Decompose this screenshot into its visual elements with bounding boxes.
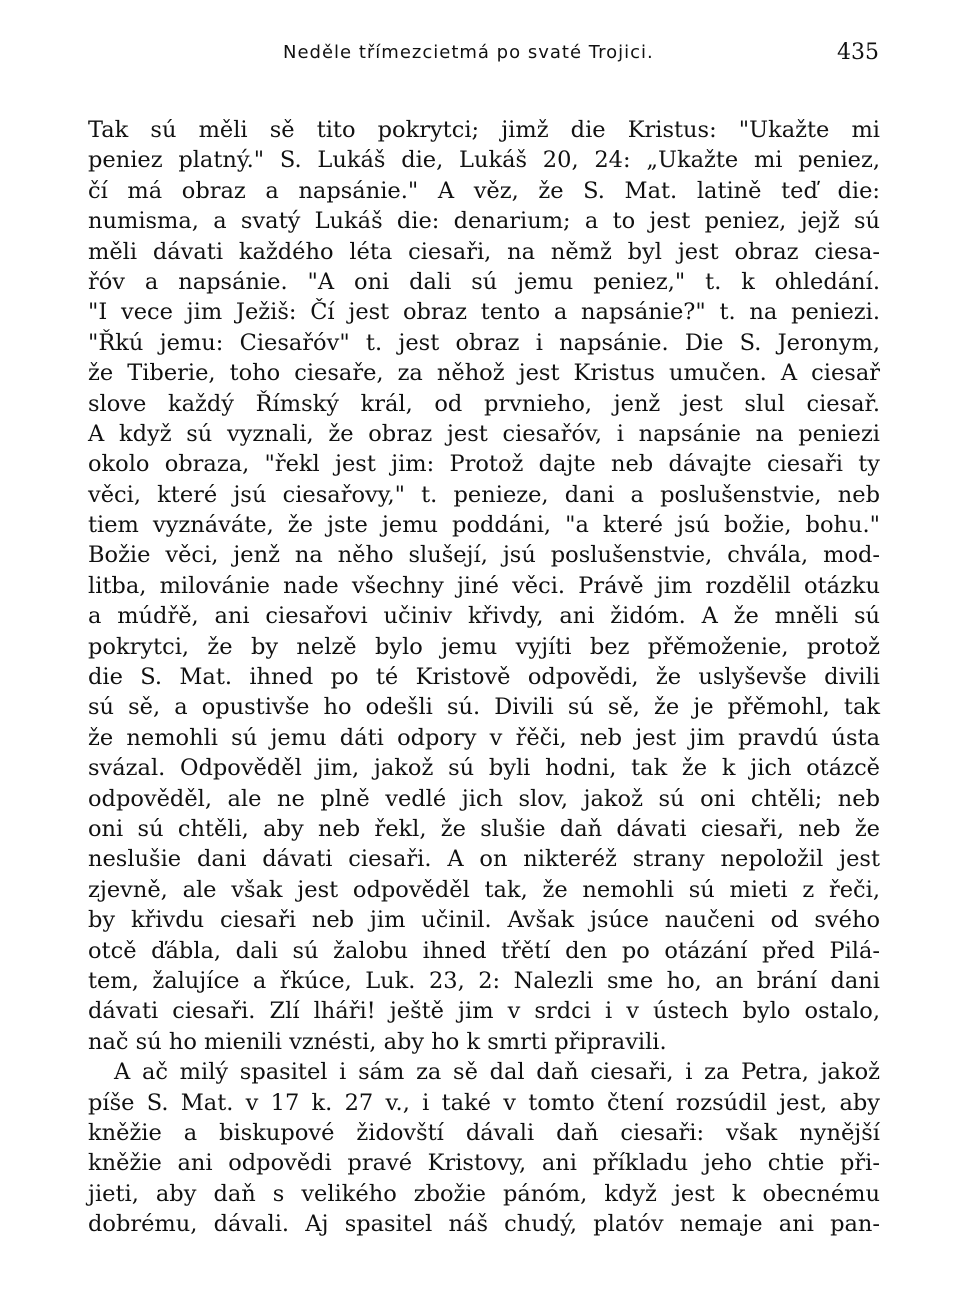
text-line: pokrytci, že by nelzě bylo jemu vyjíti bez přěmoženie, protož xyxy=(88,633,880,660)
running-head xyxy=(88,38,883,78)
page-number: 435 xyxy=(837,40,879,65)
text-line: že Tiberie, toho ciesaře, za něhož jest Kristus umučen. A ciesař xyxy=(88,360,880,387)
text-line: numisma, a svatý Lukáš die: denarium; a to jest peniez, jejž sú xyxy=(88,208,880,235)
text-line: dávati ciesaři. Zlí lháři! ještě jim v srdci i v ústech bylo ostalo, xyxy=(88,998,880,1025)
text-line: "Řkú jemu: Ciesařóv" t. jest obraz i napsánie. Die S. Jeronym, xyxy=(88,329,880,356)
text-line: by křivdu ciesaři neb jim učinil. Avšak jsúce naučeni od svého xyxy=(88,907,880,934)
text-line: píše S. Mat. v 17 k. 27 v., i také v tomto čtení rozsúdil jest, aby xyxy=(88,1089,880,1116)
text-line: svázal. Odpověděl jim, jakož sú byli hodni, tak že k jich otázcě xyxy=(88,755,880,782)
text-line: řóv a napsánie. "A oni dali sú jemu peniez," t. k ohledání. xyxy=(88,268,880,295)
text-line: "I vece jim Ježiš: Čí jest obraz tento a napsánie?" t. na peniezi. xyxy=(88,299,880,326)
text-line: měli dávati každého léta ciesaři, na němž byl jest obraz ciesa- xyxy=(88,238,880,265)
text-line: odpověděl, ale ne plně vedlé jich slov, jakož sú oni chtěli; neb xyxy=(88,785,880,812)
text-line: zjevně, ale však jest odpověděl tak, že nemohli sú mieti z řeči, xyxy=(88,876,880,903)
text-line: věci, které jsú ciesařovy," t. penieze, dani a poslušenstvie, neb xyxy=(88,481,880,508)
text-line: die S. Mat. ihned po té Kristově odpovědi, že uslyševše divili xyxy=(88,664,880,691)
text-line: oni sú chtěli, aby neb řekl, že slušie daň dávati ciesaři, neb že xyxy=(88,815,880,842)
text-line: slove každý Římský král, od prvnieho, jenž jest slul ciesař. xyxy=(88,390,880,417)
text-line: neslušie dani dávati ciesaři. A on nikteréž strany nepoložil jest xyxy=(88,846,880,873)
text-line: sú sě, a opustivše ho odešli sú. Divili sú sě, že je přěmohl, tak xyxy=(88,694,880,721)
running-title: Neděle třímezcietmá po svaté Trojici. xyxy=(283,42,654,63)
text-line: tiem vyznáváte, že jste jemu poddáni, "a které jsú božie, bohu." xyxy=(88,512,880,539)
text-line: Božie věci, jenž na něho slušejí, jsú poslušenstvie, chvála, mod- xyxy=(88,542,880,569)
text-line-paragraph-start: A ač milý spasitel i sám za sě dal daň ciesaři, i za Petra, jakož xyxy=(114,1059,880,1086)
text-line: litba, milovánie nade všechny jiné věci. Právě jim rozdělil otázku xyxy=(88,572,880,599)
text-line: dobrému, dávali. Aj spasitel náš chudý, platóv nemaje ani pan- xyxy=(88,1211,880,1238)
body-text xyxy=(88,115,880,1239)
text-line: jieti, aby daň s velikého zbožie pánóm, když jest k obecnému xyxy=(88,1180,880,1207)
text-line: kněžie ani odpovědi pravé Kristovy, ani příkladu jeho chtie při- xyxy=(88,1150,880,1177)
text-line: Tak sú měli sě tito pokrytci; jimž die Kristus: "Ukažte mi xyxy=(88,117,880,143)
text-line: a múdřě, ani ciesařovi učiniv křivdy, ani židóm. A že mněli sú xyxy=(88,603,880,630)
text-line: že nemohli sú jemu dáti odpory v řěči, neb jest jim pravdú ústa xyxy=(88,724,880,751)
text-line: tem, žalujíce a řkúce, Luk. 23, 2: Nalezli sme ho, an brání dani xyxy=(88,967,880,994)
text-line: A když sú vyznali, že obraz jest ciesařóv, i napsánie na peniezi xyxy=(88,420,880,447)
text-line: kněžie a biskupové židovští dávali daň ciesaři: však nynější xyxy=(88,1119,880,1146)
text-line: čí má obraz a napsánie." A věz, že S. Mat. latině teď die: xyxy=(88,177,880,204)
text-line-paragraph-end: nač sú ho mienili vznésti, aby ho k smrti připravili. xyxy=(88,1028,667,1055)
text-line: peniez platný." S. Lukáš die, Lukáš 20, 24: „Ukažte mi peniez, xyxy=(88,147,880,174)
text-line: otcě ďábla, dali sú žalobu ihned třětí den po otázání před Pilá- xyxy=(88,937,880,964)
text-line: okolo obraza, "řekl jest jim: Protož dajte neb dávajte ciesaři ty xyxy=(88,451,880,478)
